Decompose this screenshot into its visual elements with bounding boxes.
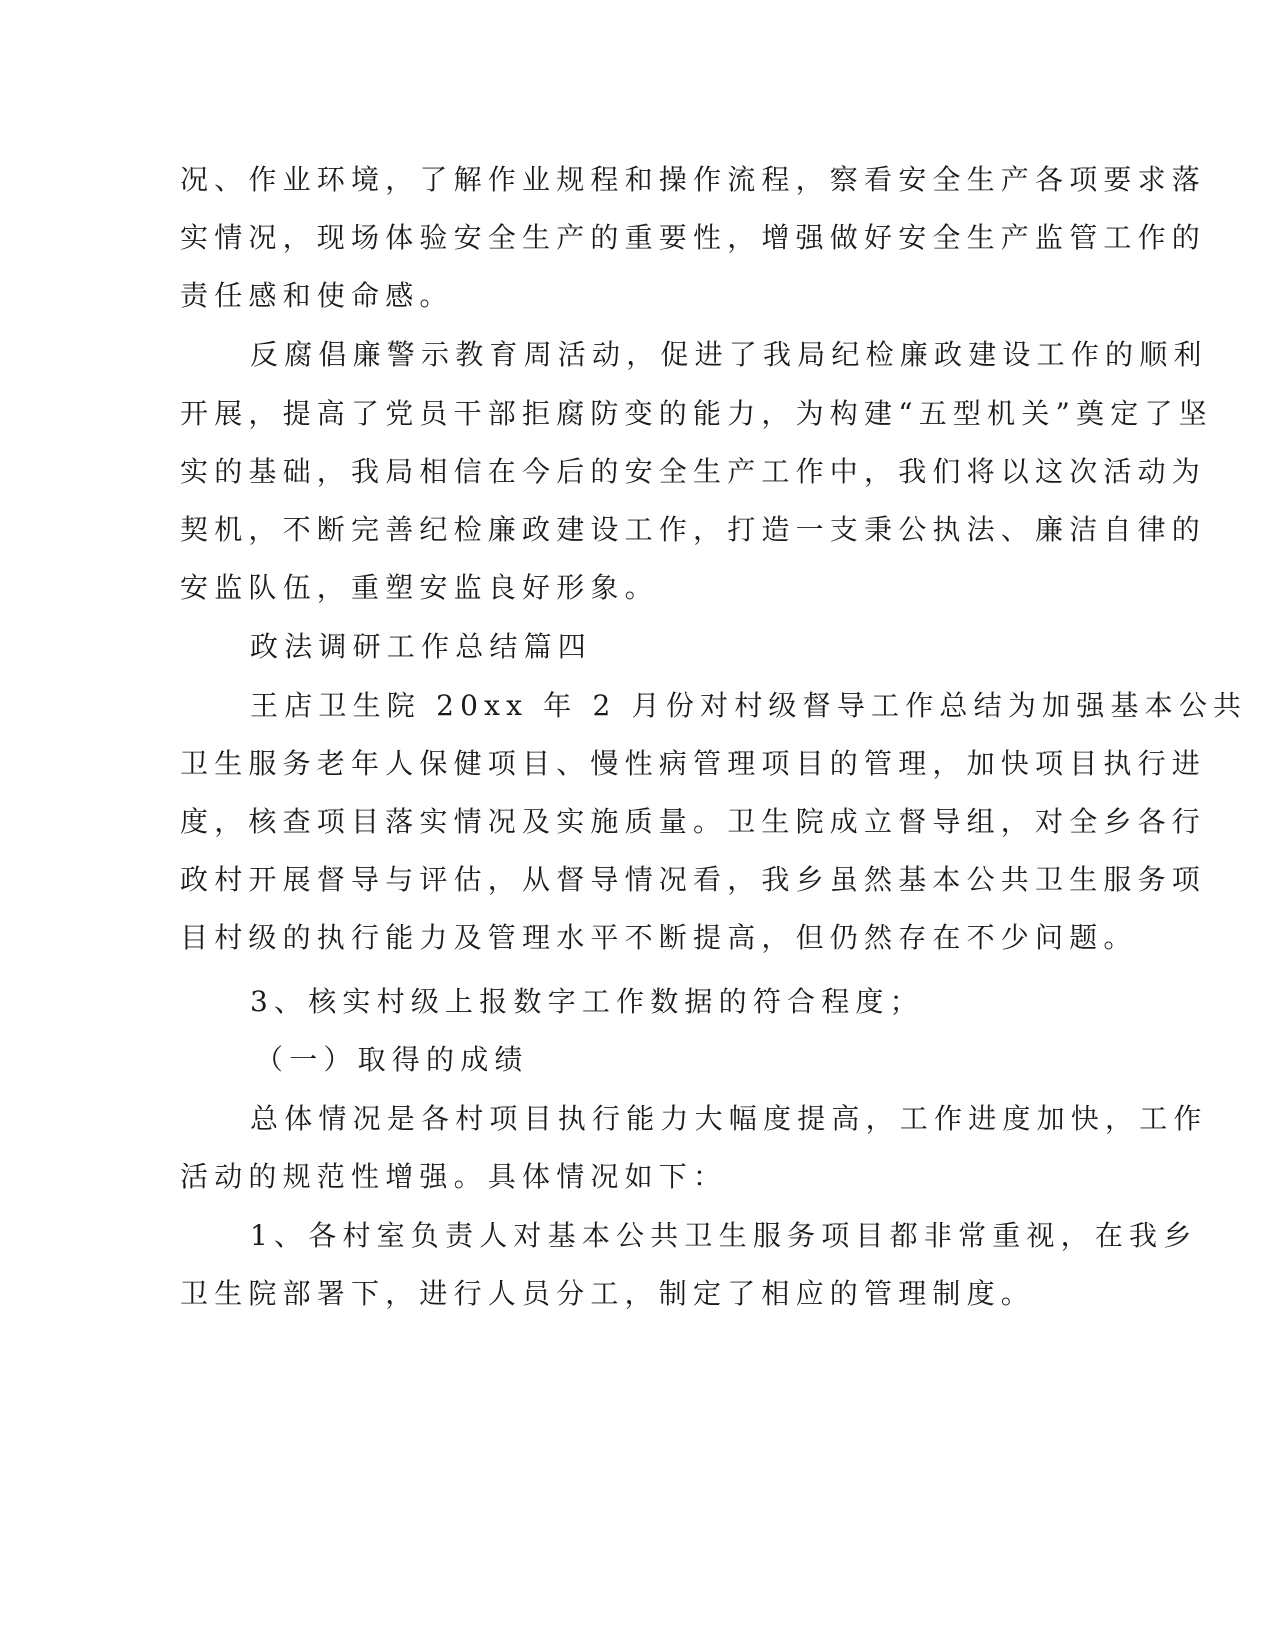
- text-line: 安监队伍，重塑安监良好形象。: [180, 571, 659, 604]
- text-line: 实情况，现场体验安全生产的重要性，增强做好安全生产监管工作的: [180, 221, 1207, 254]
- text-line: 责任感和使命感。: [180, 279, 454, 312]
- list-item: 3、核实村级上报数字工作数据的符合程度；: [250, 985, 924, 1018]
- text-line: 卫生院部署下，进行人员分工，制定了相应的管理制度。: [180, 1277, 1036, 1310]
- text-line: 活动的规范性增强。具体情况如下：: [180, 1160, 728, 1193]
- text-line: 卫生服务老年人保健项目、慢性病管理项目的管理，加快项目执行进: [180, 747, 1207, 780]
- text-line: 目村级的执行能力及管理水平不断提高，但仍然存在不少问题。: [180, 921, 1138, 954]
- list-item: 1、各村室负责人对基本公共卫生服务项目都非常重视，在我乡: [250, 1219, 1198, 1252]
- text-line: 契机，不断完善纪检廉政建设工作，打造一支秉公执法、廉洁自律的: [180, 513, 1207, 546]
- text-line: 开展，提高了党员干部拒腐防变的能力，为构建“五型机关”奠定了坚: [180, 397, 1213, 430]
- text-line: 政村开展督导与评估，从督导情况看，我乡虽然基本公共卫生服务项: [180, 863, 1207, 896]
- text-line: 总体情况是各村项目执行能力大幅度提高，工作进度加快，工作: [250, 1102, 1208, 1135]
- text-line: 度，核查项目落实情况及实施质量。卫生院成立督导组，对全乡各行: [180, 805, 1207, 838]
- text-line: 实的基础，我局相信在今后的安全生产工作中，我们将以这次活动为: [180, 455, 1207, 488]
- subsection-heading: （一）取得的成绩: [255, 1043, 529, 1076]
- text-line: 反腐倡廉警示教育周活动，促进了我局纪检廉政建设工作的顺利: [250, 338, 1208, 371]
- text-line: 况、作业环境，了解作业规程和操作流程，察看安全生产各项要求落: [180, 163, 1207, 196]
- section-heading: 政法调研工作总结篇四: [250, 630, 593, 663]
- text-line: 王店卫生院 20xx 年 2 月份对村级督导工作总结为加强基本公共: [250, 689, 1248, 722]
